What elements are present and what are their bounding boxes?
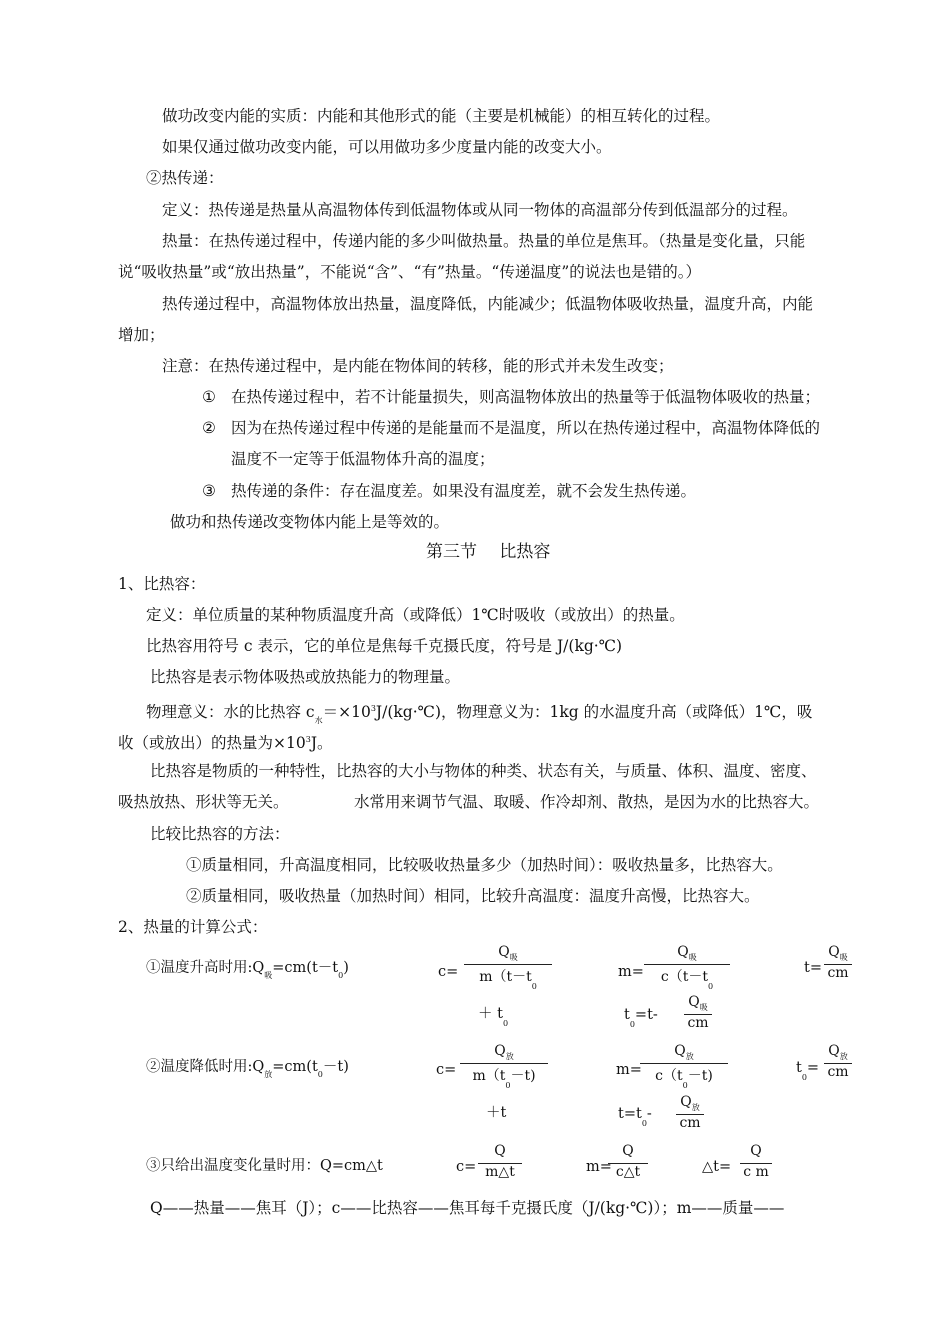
text-line: 定义：单位质量的某种物质温度升高（或降低）1℃时吸收（或放出）的热量。 — [146, 606, 685, 624]
fraction-numerator: $Q_吸$ — [498, 944, 518, 962]
fraction-denominator: c m — [743, 1164, 769, 1180]
text-span: J/(kg·℃)，物理意义为：1kg 的水温度升高（或降低）1℃，吸 — [375, 703, 813, 721]
subscript: 0 — [317, 1070, 323, 1079]
fraction — [640, 1043, 728, 1090]
fraction-numerator: $Q_吸$ — [688, 994, 708, 1012]
formula-prefix: c= — [438, 964, 459, 980]
subscript: 0 — [629, 1020, 635, 1029]
subscript: 吸 — [509, 953, 518, 962]
fraction-bar — [640, 1063, 728, 1064]
formula-prefix: $t=t_0-$ — [618, 1106, 652, 1128]
subscript: 放 — [264, 1070, 273, 1079]
fraction — [644, 944, 730, 991]
text-line: 注意：在热传递过程中，是内能在物体间的转移，能的形式并未发生改变； — [162, 357, 674, 375]
fraction — [676, 1094, 704, 1134]
fraction — [608, 1143, 648, 1183]
fraction-denominator: $c(t_0-t)$ — [655, 1068, 713, 1090]
list-item: 因为在热传递过程中传递的是能量而不是温度，所以在热传递过程中，高温物体降低的 — [231, 419, 821, 437]
fraction — [824, 944, 852, 984]
text-line: 比热容是表示物体吸热或放热能力的物理量。 — [150, 668, 461, 686]
fraction — [740, 1143, 772, 1183]
fraction-numerator: $Q_吸$ — [828, 944, 848, 962]
subscript: 吸 — [688, 953, 697, 962]
fraction — [824, 1043, 852, 1083]
fraction — [464, 944, 552, 991]
formula-prefix: m= — [618, 964, 644, 980]
fraction — [478, 1143, 522, 1183]
formula-prefix: m= — [616, 1062, 642, 1078]
fraction-numerator: $Q_放$ — [494, 1043, 514, 1061]
text-line: 定义：热传递是热量从高温物体传到低温物体或从同一物体的高温部分传到低温部分的过程。 — [162, 201, 798, 219]
subscript: 0 — [505, 1081, 511, 1090]
text-line: 吸热放热、形状等无关。 — [118, 793, 289, 811]
text-line: 比热容用符号 c 表示，它的单位是焦每千克摄氏度，符号是 J/(kg·℃) — [146, 637, 623, 655]
fraction-bar — [460, 1063, 548, 1064]
fraction-bar — [644, 964, 730, 965]
text-span: 物理意义：水的比热容 c — [146, 703, 315, 721]
subscript: 放 — [839, 1052, 848, 1061]
fraction-numerator: Q — [750, 1143, 762, 1159]
list-item-continuation: 温度不一定等于低温物体升高的温度； — [231, 450, 495, 468]
formula-prefix: $t_0=t-$ — [624, 1007, 658, 1029]
list-marker: ① — [202, 388, 216, 406]
fraction-numerator: $Q_放$ — [680, 1094, 700, 1112]
subscript: 0 — [641, 1119, 647, 1128]
fraction-numerator: Q — [622, 1143, 634, 1159]
text-span: 收（或放出）的热量为×10 — [118, 734, 306, 752]
text-span: J。 — [310, 734, 333, 752]
superscript: 3 — [370, 704, 376, 713]
fraction-numerator: $Q_放$ — [828, 1043, 848, 1061]
text-line: 做功和热传递改变物体内能上是等效的。 — [170, 513, 450, 531]
fraction-numerator: $Q_放$ — [674, 1043, 694, 1061]
fraction-denominator: m△t — [485, 1164, 515, 1180]
text-line: 比热容是物质的一种特性，比热容的大小与物体的种类、状态有关，与质量、体积、温度、密度、 — [150, 762, 817, 780]
subscript: 放 — [505, 1052, 514, 1061]
formula-label: ②温度降低时用$:Q_放=cm(t_0-t)$ — [146, 1059, 349, 1079]
fraction-denominator: cm — [827, 965, 849, 981]
formula-prefix: m= — [586, 1159, 612, 1175]
list-item: 热传递的条件：存在温度差。如果没有温度差，就不会发生热传递。 — [231, 482, 697, 500]
text-span: ) — [343, 960, 349, 976]
fraction-numerator: Q — [494, 1143, 506, 1159]
fraction — [460, 1043, 548, 1090]
subscript: 0 — [801, 1073, 807, 1082]
list-marker: ② — [202, 419, 216, 437]
formula-prefix: c= — [456, 1159, 477, 1175]
formula-term: ＋ $t_0$ — [478, 1006, 509, 1028]
formula-prefix: △t= — [702, 1159, 732, 1175]
subsection-heading: 1、比热容： — [118, 575, 206, 593]
text-line: 比较比热容的方法： — [150, 825, 290, 843]
text-line: 热传递过程中，高温物体放出热量，温度降低，内能减少；低温物体吸收热量，温度升高，内能 — [162, 295, 814, 313]
subscript: 0 — [531, 982, 537, 991]
list-item: 在热传递过程中，若不计能量损失，则高温物体放出的热量等于低温物体吸收的热量； — [231, 388, 821, 406]
formula-label — [146, 958, 349, 986]
text-line: ②热传递： — [146, 169, 224, 187]
formula-term: ＋t — [486, 1105, 507, 1121]
superscript: 3 — [305, 735, 311, 744]
formula-label: ③只给出温度变化量时用：Q=cm△t — [146, 1158, 383, 1174]
subscript: 0 — [338, 971, 344, 980]
formula-prefix: $t_0=$ — [796, 1060, 820, 1082]
subscript: 放 — [691, 1103, 700, 1112]
text-line — [118, 730, 333, 753]
subsection-heading: 2、热量的计算公式： — [118, 918, 268, 936]
fraction-bar — [464, 964, 552, 965]
fraction-denominator: $m(t-t_0$ — [479, 969, 537, 991]
section-title: 第三节 比热容 — [426, 542, 551, 562]
fraction-denominator: cm — [679, 1115, 701, 1131]
fraction — [684, 994, 712, 1034]
text-span: ①温度升高时用:Q — [146, 960, 265, 976]
fraction-denominator: $c(t-t_0$ — [660, 969, 714, 991]
text-line: Q——热量——焦耳（J）；c——比热容——焦耳每千克摄氏度（J/(kg·℃)）；m——质量—— — [150, 1199, 785, 1217]
text-line: 说“吸收热量”或“放出热量”，不能说“含”、“有”热量。“传递温度”的说法也是错的。） — [118, 263, 701, 281]
subscript: 吸 — [264, 971, 273, 980]
subscript: 0 — [708, 982, 714, 991]
text-line: 增加； — [118, 326, 165, 344]
subscript: 水 — [314, 716, 323, 725]
text-line: ①质量相同，升高温度相同，比较吸收热量多少（加热时间）：吸收热量多，比热容大。 — [186, 856, 783, 874]
subscript: 放 — [685, 1052, 694, 1061]
formula-prefix: c= — [436, 1062, 457, 1078]
fraction-denominator: cm — [827, 1064, 849, 1080]
list-marker: ③ — [202, 482, 216, 500]
fraction-denominator: $m(t_0-t)$ — [472, 1068, 536, 1090]
text-line: 热量：在热传递过程中，传递内能的多少叫做热量。热量的单位是焦耳。（热量是变化量，只能 — [162, 232, 806, 250]
fraction-denominator: c△t — [615, 1164, 641, 1180]
text-line — [146, 699, 812, 731]
text-line: 做功改变内能的实质：内能和其他形式的能（主要是机械能）的相互转化的过程。 — [162, 107, 721, 125]
fraction-numerator: $Q_吸$ — [677, 944, 697, 962]
text-line: 如果仅通过做功改变内能，可以用做功多少度量内能的改变大小。 — [162, 138, 612, 156]
subscript: 吸 — [699, 1003, 708, 1012]
subscript: 0 — [502, 1019, 509, 1028]
text-line: 水常用来调节气温、取暖、作冷却剂、散热，是因为水的比热容大。 — [354, 793, 820, 811]
text-span: ＝×10 — [322, 703, 371, 721]
text-span: =cm(t－t — [272, 960, 339, 976]
text-line: ②质量相同，吸收热量（加热时间）相同，比较升高温度：温度升高慢，比热容大。 — [186, 887, 760, 905]
fraction-denominator: cm — [687, 1015, 709, 1031]
formula-prefix: t= — [804, 960, 822, 976]
subscript: 吸 — [839, 953, 848, 962]
subscript: 0 — [682, 1081, 688, 1090]
